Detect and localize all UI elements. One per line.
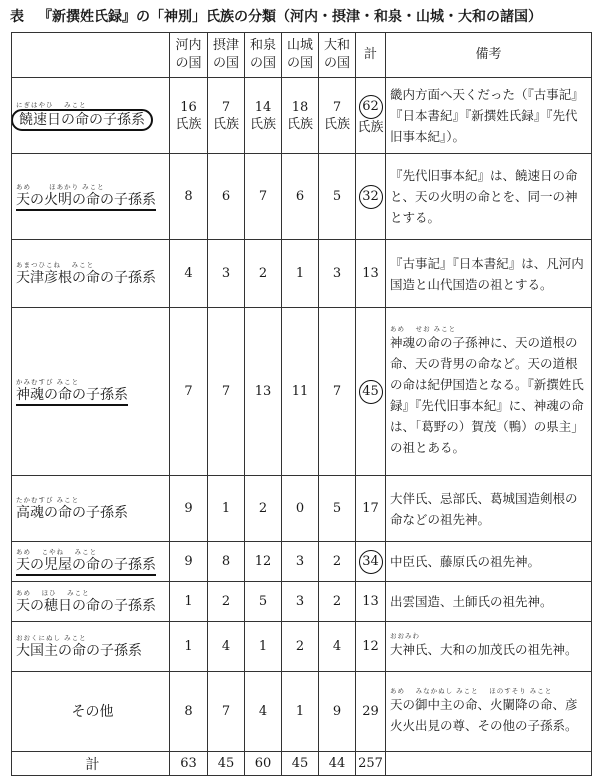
value-cell: 1 (170, 622, 208, 672)
note-cell (386, 308, 592, 476)
row-name: 饒速日の命の子孫系 (12, 109, 154, 131)
value-cell: 9 (170, 476, 208, 542)
row-name: 天の穂日の命の子孫系 (16, 597, 156, 614)
value: 7 (221, 99, 231, 115)
value-cell (282, 78, 319, 154)
row-name-cell (12, 154, 170, 240)
row-name-cell (12, 622, 170, 672)
row-name: その他 (71, 703, 114, 720)
table-row (12, 308, 592, 476)
note-ruby: あめ みなかぬし みこと ほのすそり みこと (390, 686, 553, 695)
header-izumi: 和泉の国 (245, 33, 282, 78)
caption-title: 『新撰姓氏録』の「神別」氏族の分類（河内・摂津・和泉・山城・大和の諸国） (38, 9, 542, 25)
value: 18 (291, 99, 309, 115)
value-cell: 1 (170, 582, 208, 622)
header-row (12, 33, 592, 78)
table-row (12, 672, 592, 752)
note-cell: 大伴氏、忌部氏、葛城国造剣根の命などの祖先神。 (386, 476, 592, 542)
note-cell: 『先代旧事本紀』は、饒速日の命と、天の火明の命とを、同一の神とする。 (386, 154, 592, 240)
total-cell (356, 308, 386, 476)
value-cell: 5 (245, 582, 282, 622)
row-name-cell (12, 582, 170, 622)
note-text: 神魂の命の子孫神に、天の道根の命、天の背男の命など。天の道根の命は紀伊国造となる。『新撰姓氏録』『先代旧事本紀』に、神魂の命は、「葛野の）賀茂（鴨）の県主」の祖とある。 (390, 334, 584, 455)
total-value: 45 (282, 752, 319, 776)
value-cell: 0 (282, 476, 319, 542)
row-name-cell (12, 78, 170, 154)
total-cell: 12 (356, 622, 386, 672)
total-cell (356, 154, 386, 240)
table-caption (10, 6, 595, 28)
totals-label: 計 (12, 752, 170, 776)
value-cell: 5 (319, 476, 356, 542)
name-ruby: あまつひこね みこと (16, 260, 95, 269)
unit: 氏族 (286, 116, 313, 132)
row-name: 神魂の命の子孫系 (16, 386, 128, 406)
circled-total: 34 (359, 550, 383, 574)
value-cell: 8 (170, 154, 208, 240)
total-cell: 29 (356, 672, 386, 752)
note-text: 天の御中主の命、火闌降の命、彦火火出見の尊、その他の子孫系。 (390, 696, 578, 733)
value-cell: 1 (208, 476, 245, 542)
header-name (12, 33, 170, 78)
value-cell: 8 (170, 672, 208, 752)
name-ruby: あめ ほあかり みこと (16, 182, 105, 191)
unit: 氏族 (212, 116, 239, 132)
value-cell: 1 (282, 240, 319, 308)
total-value: 60 (245, 752, 282, 776)
value-cell: 2 (208, 582, 245, 622)
totals-row (12, 752, 592, 776)
header-total: 計 (356, 33, 386, 78)
value-cell: 2 (319, 542, 356, 582)
total-value: 44 (319, 752, 356, 776)
grand-total: 257 (356, 752, 386, 776)
circled-total: 62 (359, 95, 383, 119)
row-name: 天の児屋の命の子孫系 (16, 556, 156, 576)
header-settsu: 摂津の国 (208, 33, 245, 78)
row-name-cell (12, 476, 170, 542)
row-name-cell (12, 672, 170, 752)
note-cell (386, 672, 592, 752)
totals-note (386, 752, 592, 776)
value-cell: 4 (319, 622, 356, 672)
value-cell: 4 (245, 672, 282, 752)
name-ruby: あめ こやね みこと (16, 547, 98, 556)
total-cell: 13 (356, 582, 386, 622)
total-cell: 13 (356, 240, 386, 308)
note-cell: 『古事記』『日本書紀』は、凡河内国造と山代国造の祖とする。 (386, 240, 592, 308)
table-row (12, 542, 592, 582)
row-name-cell (12, 240, 170, 308)
name-ruby: たかむすび みこと (16, 495, 80, 504)
caption-label: 表 (10, 9, 24, 25)
table-row (12, 622, 592, 672)
value-cell (319, 78, 356, 154)
unit: 氏族 (249, 116, 276, 132)
value-cell (245, 78, 282, 154)
note-ruby: おおみわ (390, 632, 420, 640)
unit: 氏族 (175, 116, 202, 132)
circled-total: 32 (359, 185, 383, 209)
value-cell: 2 (245, 476, 282, 542)
note-cell: 畿内方面へ天くだった（『古事記』『日本書紀』『新撰姓氏録』『先代旧事本紀』）。 (386, 78, 592, 154)
value-cell (170, 78, 208, 154)
total-cell (356, 78, 386, 154)
value-cell: 3 (319, 240, 356, 308)
clan-classification-table (11, 32, 592, 776)
name-ruby: にぎはやひ みこと (16, 100, 87, 109)
note-text: 大神氏、大和の加茂氏の祖先神。 (390, 642, 578, 657)
value: 16 (180, 99, 197, 115)
total-cell: 17 (356, 476, 386, 542)
table-row (12, 476, 592, 542)
name-ruby: あめ ほひ みこと (16, 588, 90, 597)
value: 7 (332, 99, 342, 115)
header-yamashiro: 山城の国 (282, 33, 319, 78)
circled-total: 45 (359, 380, 383, 404)
table-row (12, 582, 592, 622)
note-cell: 中臣氏、藤原氏の祖先神。 (386, 542, 592, 582)
row-name-cell (12, 308, 170, 476)
value-cell (208, 78, 245, 154)
value-cell: 2 (282, 622, 319, 672)
name-ruby: かみむすび みこと (16, 377, 80, 386)
header-notes: 備考 (386, 33, 592, 78)
row-name: 大国主の命の子孫系 (16, 642, 142, 659)
row-name: 天津彦根の命の子孫系 (16, 269, 156, 286)
value-cell: 6 (208, 154, 245, 240)
value-cell: 13 (245, 308, 282, 476)
value-cell: 11 (282, 308, 319, 476)
value-cell: 8 (208, 542, 245, 582)
header-kawachi: 河内の国 (170, 33, 208, 78)
value-cell: 7 (170, 308, 208, 476)
total-value: 45 (208, 752, 245, 776)
value-cell: 4 (170, 240, 208, 308)
row-name: 天の火明の命の子孫系 (16, 191, 156, 211)
value-cell: 9 (319, 672, 356, 752)
note-ruby: あめ せお みこと (390, 324, 457, 333)
value-cell: 1 (282, 672, 319, 752)
table-row (12, 240, 592, 308)
value-cell: 2 (245, 240, 282, 308)
value-cell: 4 (208, 622, 245, 672)
value-cell: 7 (208, 672, 245, 752)
header-yamato: 大和の国 (319, 33, 356, 78)
value-cell: 6 (282, 154, 319, 240)
total-cell (356, 542, 386, 582)
row-name-cell (12, 542, 170, 582)
row-name: 高魂の命の子孫系 (16, 504, 128, 521)
value-cell: 7 (208, 308, 245, 476)
unit: 氏族 (357, 120, 384, 135)
value: 14 (254, 99, 272, 115)
unit: 氏族 (323, 116, 350, 132)
name-ruby: おおくにぬし みこと (16, 633, 87, 642)
value-cell: 3 (282, 542, 319, 582)
table-row (12, 78, 592, 154)
value-cell: 7 (319, 308, 356, 476)
value-cell: 2 (319, 582, 356, 622)
value-cell: 7 (245, 154, 282, 240)
table-row (12, 154, 592, 240)
value-cell: 3 (282, 582, 319, 622)
total-value: 63 (170, 752, 208, 776)
value-cell: 5 (319, 154, 356, 240)
note-cell (386, 622, 592, 672)
value-cell: 1 (245, 622, 282, 672)
value-cell: 12 (245, 542, 282, 582)
value-cell: 3 (208, 240, 245, 308)
value-cell: 9 (170, 542, 208, 582)
note-cell: 出雲国造、土師氏の祖先神。 (386, 582, 592, 622)
